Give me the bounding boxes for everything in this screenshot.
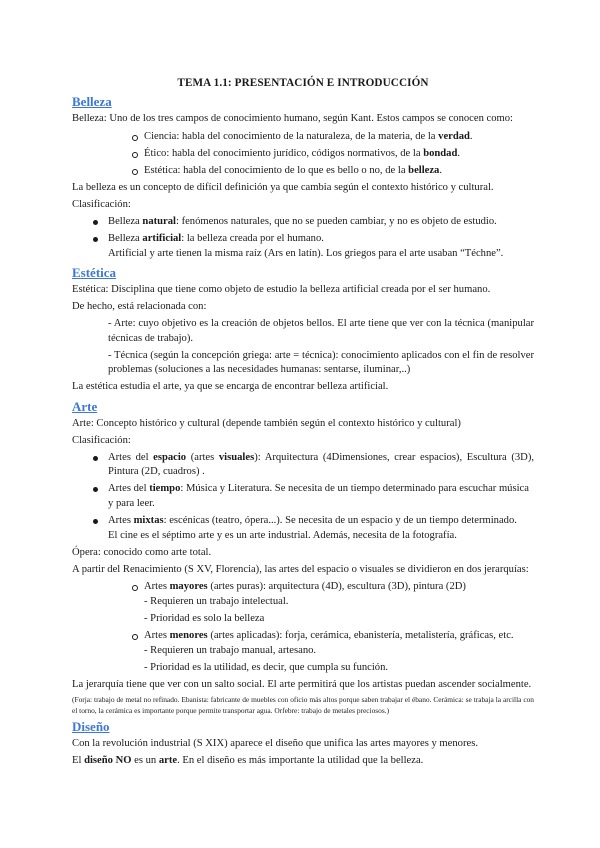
estetica-definition: Estética: Disciplina que tiene como objeto de estudio la belleza artificial creada por el ser humano. [72, 283, 491, 295]
estetica-related: De hecho, está relacionada con: [72, 300, 207, 312]
list-item: Artes del tiempo: Música y Literatura. Se necesita de un tiempo determinado para escuchar música y para leer. [72, 482, 534, 511]
list-item: Artes mayores (artes puras): arquitectura (4D), escultura (3D), pintura (2D) [72, 580, 534, 595]
clasificacion-label: Clasificación: [72, 434, 131, 446]
mayores-priority: - Prioridad es solo la belleza [144, 612, 265, 624]
opera-note: Ópera: conocido como arte total. [72, 546, 212, 558]
list-item: Belleza artificial: la belleza creada por el humano. [72, 232, 534, 247]
estetica-closing: La estética estudia el arte, ya que se encarga de encontrar belleza artificial. [72, 381, 389, 393]
belleza-intro: Belleza: Uno de los tres campos de conocimiento humano, según Kant. Estos campos se conocen como: [72, 113, 514, 125]
diseno-line-2: El diseño NO es un arte. En el diseño es más importante la utilidad que la belleza. [72, 755, 424, 767]
menores-priority: - Prioridad es la utilidad, es decir, que cumpla su función. [144, 661, 389, 673]
document-body [72, 76, 534, 772]
belleza-concept: La belleza es un concepto de difícil definición ya que cambia según el contexto histórico y cultural. [72, 181, 494, 193]
list-item: Ciencia: habla del conocimiento de la naturaleza, de la materia, de la verdad. [72, 130, 534, 145]
list-item: Estética: habla del conocimiento de lo que es bello o no, de la belleza. [72, 164, 534, 179]
page-title: TEMA 1.1: PRESENTACIÓN E INTRODUCCIÓN [177, 77, 429, 89]
mayores-requirement: - Requieren un trabajo intelectual. [144, 595, 289, 607]
estetica-arte-item: - Arte: cuyo objetivo es la creación de objetos bellos. El arte tiene que ver con la técnica (manipular técnicas de trabajo). [108, 318, 534, 344]
list-item: Artes del espacio (artes visuales): Arquitectura (4Dimensiones, crear espacios), Escultura (3D), Pintura (2D, cuadros) . [72, 451, 534, 480]
list-item: Artes mixtas: escénicas (teatro, ópera...). Se necesita de un espacio y de un tiempo determinado. [72, 514, 534, 529]
list-item: Ético: habla del conocimiento jurídico, códigos normativos, de la bondad. [72, 147, 534, 162]
arte-types-list [72, 451, 534, 529]
jerarquia-note: La jerarquía tiene que ver con un salto social. El arte permitirá que los artistas puedan ascender socialmente. [72, 678, 532, 690]
section-heading-estetica: Estética [72, 264, 117, 280]
list-item: Artes menores (artes aplicadas): forja, cerámica, ebanistería, metalistería, gráficas, etc. [72, 629, 534, 644]
jerarquias-list [72, 580, 534, 595]
clasificacion-label: Clasificación: [72, 198, 131, 210]
section-heading-belleza: Belleza [72, 94, 112, 110]
knowledge-fields-list [72, 130, 534, 179]
artificial-note: Artificial y arte tienen la misma raíz (Ars en latín). Los griegos para el arte usaban “Téchne”. [108, 247, 504, 259]
cine-note: El cine es el séptimo arte y es un arte industrial. Además, necesita de la fotografía. [108, 529, 457, 541]
section-heading-arte: Arte [72, 398, 98, 414]
renacimiento-note: A partir del Renacimiento (S XV, Florencia), las artes del espacio o visuales se dividieron en dos jerarquías: [72, 564, 529, 575]
menores-requirement: - Requieren un trabajo manual, artesano. [144, 644, 317, 656]
list-item: Belleza natural: fenómenos naturales, que no se pueden cambiar, y no es objeto de estudio. [72, 215, 534, 230]
estetica-tecnica-item: - Técnica (según la concepción griega: arte = técnica): conocimiento aplicados con el fin de resolver problemas (soluciones a las necesidades humanas: sentarse, iluminar,..) [108, 349, 534, 376]
glossary-note: (Forja: trabajo de metal no refinado. Ebanista: fabricante de muebles con oficio más altos porque saben trabajar el ébano. Cerámica: se trabaja la arcilla con el torno, la cerámica es importante porque permite transportar agua. Orfebre: trabajo de metales preciosos.) [72, 694, 534, 715]
diseno-line-1: Con la revolución industrial (S XIX) aparece el diseño que unifica las artes mayores y menores. [72, 738, 478, 750]
section-heading-diseno: Diseño [72, 719, 110, 735]
jerarquias-list-2 [72, 629, 534, 644]
belleza-types-list [72, 215, 534, 247]
arte-definition: Arte: Concepto histórico y cultural (depende también según el contexto histórico y cultural) [72, 417, 461, 429]
